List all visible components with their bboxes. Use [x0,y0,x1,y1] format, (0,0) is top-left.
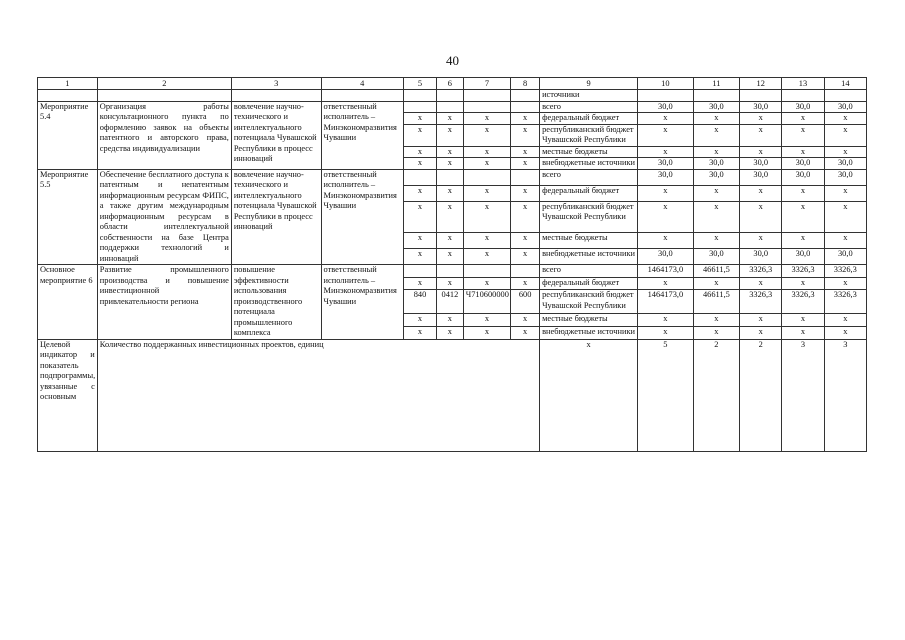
funding-value: x [740,201,782,232]
budget-code-c7 [463,169,510,185]
indicator-name: Целевой индикатор и показатель подпрограммы, увязанные с основным [38,339,98,451]
funding-source: местные бюджеты [540,314,638,327]
funding-value: 30,0 [824,248,866,264]
budget-code-c8: x [511,314,540,327]
funding-value: x [740,314,782,327]
budget-code-c6 [437,169,464,185]
funding-value: 3326,3 [740,290,782,314]
budget-code-c5: x [404,314,437,327]
funding-value: 30,0 [824,158,866,170]
funding-value: 30,0 [693,169,739,185]
budget-code-c8: x [511,185,540,201]
funding-value: x [824,124,866,146]
funding-value: 3326,3 [740,265,782,278]
funding-value: 3326,3 [782,265,824,278]
budget-code-c6: x [437,146,464,158]
table-row [38,169,867,185]
funding-value: x [782,314,824,327]
funding-value: 46611,5 [693,290,739,314]
funding-value: x [782,201,824,232]
funding-value: x [693,232,739,248]
funding-value: x [782,146,824,158]
funding-value: x [638,124,694,146]
budget-code-c5: x [404,146,437,158]
column-header-9: 9 [540,78,638,90]
budget-code-c7: x [463,314,510,327]
table-row [38,265,867,278]
budget-code-c8: x [511,146,540,158]
budget-code-c6: 0412 [437,290,464,314]
budget-code-c5: x [404,277,437,290]
indicator-value: 5 [638,339,694,451]
funding-value: x [693,124,739,146]
activity-executor: ответственный исполнитель – Минэкономразвития Чувашии [321,169,403,265]
budget-code-c7: x [463,158,510,170]
budget-code-c7: x [463,124,510,146]
indicator-value: 2 [740,339,782,451]
activity-name: Основное мероприятие 6 [38,265,98,340]
funding-source: республиканский бюджет Чувашской Республики [540,290,638,314]
activity-executor: ответственный исполнитель – Минэкономразвития Чувашии [321,265,403,340]
funding-value: x [693,146,739,158]
table-row [38,101,867,113]
funding-value: 30,0 [740,169,782,185]
funding-source: всего [540,101,638,113]
funding-value: x [638,232,694,248]
budget-code-c6: x [437,314,464,327]
funding-source: республиканский бюджет Чувашской Республики [540,124,638,146]
funding-source: республиканский бюджет Чувашской Республики [540,201,638,232]
activity-executor: ответственный исполнитель – Минэкономразвития Чувашии [321,101,403,169]
activity-name: Мероприятие 5.5 [38,169,98,265]
sources-continuation: источники [540,90,638,102]
funding-value: x [740,124,782,146]
budget-code-c7: x [463,113,510,125]
funding-value: x [782,326,824,339]
funding-value: x [824,185,866,201]
funding-value: 3326,3 [824,290,866,314]
budget-code-c6: x [437,185,464,201]
budget-code-c6: x [437,201,464,232]
funding-source: внебюджетные источники [540,158,638,170]
funding-value: x [693,326,739,339]
funding-value: x [740,185,782,201]
budget-code-c7: x [463,232,510,248]
budget-code-c8: x [511,232,540,248]
indicator-row [38,339,867,451]
budget-code-c8 [511,101,540,113]
budget-code-c6: x [437,248,464,264]
budget-code-c7: x [463,248,510,264]
indicator-value: 2 [693,339,739,451]
column-header-5: 5 [404,78,437,90]
funding-value: x [693,113,739,125]
indicator-text: Количество поддержанных инвестиционных проектов, единиц [97,339,539,451]
column-header-6: 6 [437,78,464,90]
funding-value: 30,0 [693,248,739,264]
activity-description: Организация работы консультационного пункта по оформлению заявок на объекты патентного и авторского права, средства индивидуализации [97,101,231,169]
column-header-10: 10 [638,78,694,90]
funding-value: 30,0 [782,169,824,185]
budget-code-c7: x [463,185,510,201]
budget-code-c8 [511,265,540,278]
column-header-14: 14 [824,78,866,90]
budget-code-c8: x [511,248,540,264]
header-row [38,78,867,90]
funding-value: 30,0 [638,101,694,113]
budget-code-c6 [437,101,464,113]
funding-value: x [638,113,694,125]
funding-value: 30,0 [782,248,824,264]
budget-code-c5: x [404,158,437,170]
funding-value: 30,0 [740,158,782,170]
funding-source: местные бюджеты [540,146,638,158]
activity-goal: вовлечение научно-технического и интеллектуального потенциала Чувашской Республики в процесс инноваций [231,101,321,169]
budget-code-c5: x [404,201,437,232]
column-header-4: 4 [321,78,403,90]
funding-value: 30,0 [824,101,866,113]
continuation-row [38,90,867,102]
funding-value: x [782,185,824,201]
budget-code-c6: x [437,326,464,339]
budget-code-c7: x [463,146,510,158]
budget-code-c8: x [511,158,540,170]
activity-goal: вовлечение научно-технического и интеллектуального потенциала Чувашской Республики в процесс инноваций [231,169,321,265]
funding-value: x [740,326,782,339]
funding-value: x [782,277,824,290]
indicator-value: 3 [824,339,866,451]
funding-value: 30,0 [693,158,739,170]
budget-code-c6: x [437,232,464,248]
indicator-value: 3 [782,339,824,451]
funding-source: всего [540,169,638,185]
budget-code-c7 [463,101,510,113]
budget-code-c8: x [511,113,540,125]
budget-code-c8: x [511,201,540,232]
funding-source: внебюджетные источники [540,326,638,339]
funding-value: x [740,232,782,248]
funding-value: x [740,277,782,290]
funding-value: x [782,232,824,248]
column-header-1: 1 [38,78,98,90]
funding-value: 1464173,0 [638,290,694,314]
funding-value: 30,0 [782,101,824,113]
funding-value: x [638,314,694,327]
budget-code-c5: x [404,185,437,201]
budget-code-c8: x [511,277,540,290]
funding-value: 30,0 [693,101,739,113]
funding-source: федеральный бюджет [540,113,638,125]
budget-code-c5: 840 [404,290,437,314]
funding-value: x [824,326,866,339]
funding-value: 30,0 [782,158,824,170]
budget-code-c5: x [404,113,437,125]
funding-value: 30,0 [638,169,694,185]
funding-value: x [693,277,739,290]
financing-table [37,77,867,452]
funding-value: 3326,3 [782,290,824,314]
indicator-source: x [540,339,638,451]
column-header-11: 11 [693,78,739,90]
funding-value: x [693,201,739,232]
funding-value: 30,0 [638,248,694,264]
budget-code-c6: x [437,277,464,290]
column-header-2: 2 [97,78,231,90]
funding-value: x [638,201,694,232]
funding-value: 3326,3 [824,265,866,278]
activity-name: Мероприятие 5.4 [38,101,98,169]
funding-value: 30,0 [740,248,782,264]
funding-value: 30,0 [740,101,782,113]
budget-code-c5 [404,169,437,185]
funding-source: федеральный бюджет [540,185,638,201]
activity-description: Обеспечение бесплатного доступа к патентным и непатентным информационным ресурсам ФИПС, а также другим международным информационным ресурсам в области интеллектуальной собственности на базе Центра поддержки технологий и инноваций [97,169,231,265]
budget-code-c6: x [437,124,464,146]
funding-value: x [638,326,694,339]
budget-code-c5: x [404,124,437,146]
budget-code-c8 [511,169,540,185]
funding-value: x [638,146,694,158]
column-header-7: 7 [463,78,510,90]
funding-value: x [782,113,824,125]
budget-code-c8: 600 [511,290,540,314]
budget-code-c7: Ч710600000 [463,290,510,314]
funding-source: федеральный бюджет [540,277,638,290]
budget-code-c7: x [463,326,510,339]
funding-source: всего [540,265,638,278]
budget-code-c7: x [463,201,510,232]
column-header-12: 12 [740,78,782,90]
budget-code-c6: x [437,158,464,170]
column-header-3: 3 [231,78,321,90]
funding-value: x [824,146,866,158]
column-header-13: 13 [782,78,824,90]
funding-value: x [824,201,866,232]
budget-code-c5 [404,101,437,113]
funding-source: местные бюджеты [540,232,638,248]
activity-description: Развитие промышленного производства и повышение инвестиционной привлекательности региона [97,265,231,340]
funding-value: 46611,5 [693,265,739,278]
budget-code-c5: x [404,326,437,339]
funding-value: x [824,232,866,248]
budget-code-c5: x [404,248,437,264]
funding-value: x [740,113,782,125]
budget-code-c5 [404,265,437,278]
funding-value: x [824,113,866,125]
budget-code-c7 [463,265,510,278]
funding-value: x [824,314,866,327]
budget-code-c8: x [511,124,540,146]
funding-value: x [782,124,824,146]
funding-value: 30,0 [638,158,694,170]
budget-code-c6 [437,265,464,278]
funding-value: x [638,277,694,290]
column-header-8: 8 [511,78,540,90]
funding-value: x [638,185,694,201]
funding-value: x [740,146,782,158]
activity-goal: повышение эффективности использования производственного потенциала промышленного комплекса [231,265,321,340]
funding-value: x [824,277,866,290]
budget-code-c5: x [404,232,437,248]
funding-value: x [693,185,739,201]
budget-code-c8: x [511,326,540,339]
funding-value: 30,0 [824,169,866,185]
funding-source: внебюджетные источники [540,248,638,264]
budget-code-c7: x [463,277,510,290]
budget-code-c6: x [437,113,464,125]
funding-value: x [693,314,739,327]
funding-value: 1464173,0 [638,265,694,278]
page-number: 40 [446,53,459,68]
